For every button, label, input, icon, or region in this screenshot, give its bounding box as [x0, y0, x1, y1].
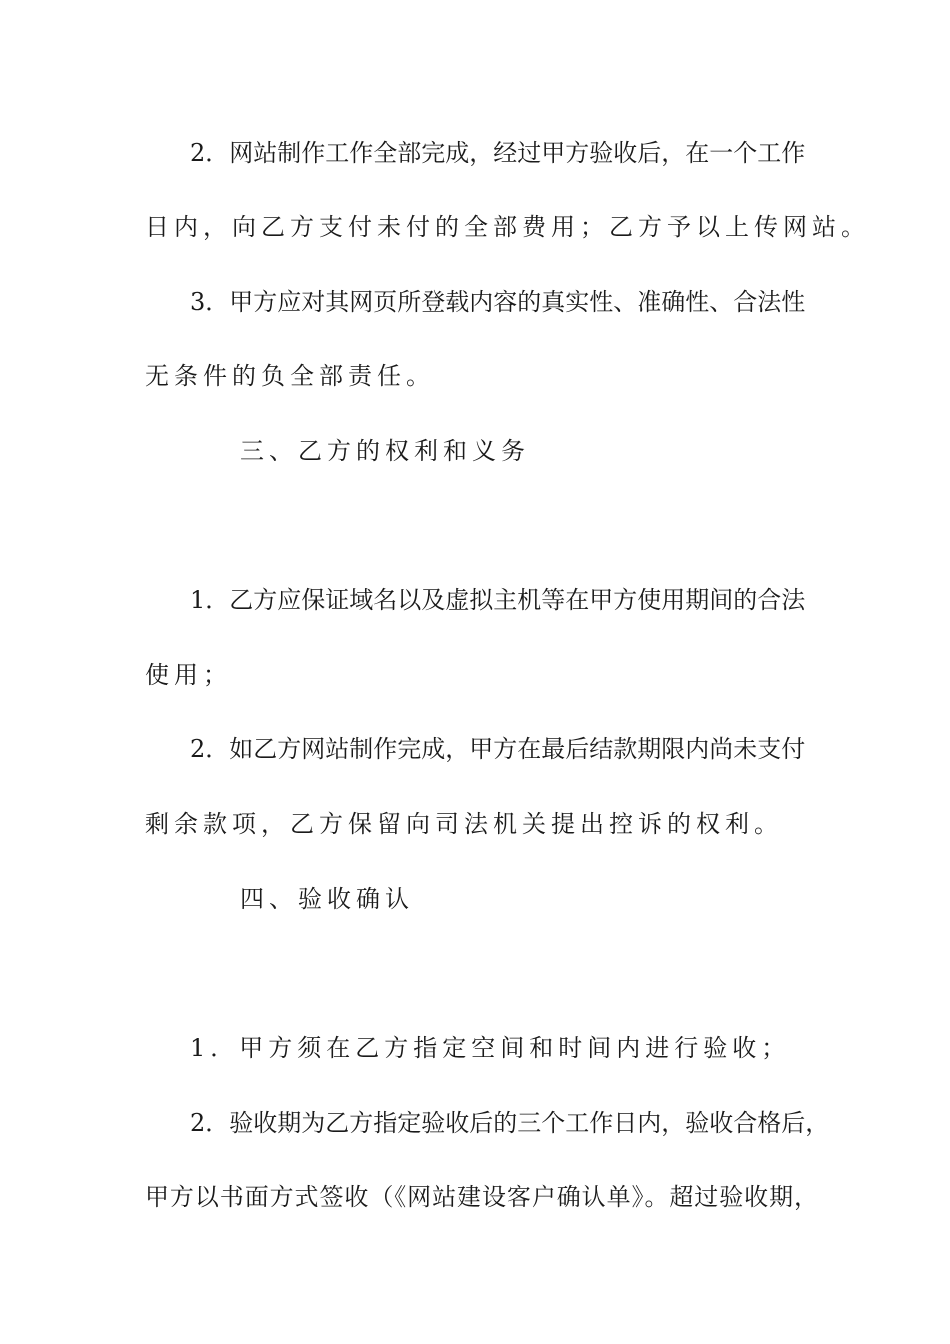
paragraph-line: 2．验收期为乙方指定验收后的三个工作日内，验收合格后， [190, 1109, 830, 1137]
paragraph-line: 2．网站制作工作全部完成，经过甲方验收后，在一个工作 [190, 139, 806, 167]
paragraph-line: 剩余款项，乙方保留向司法机关提出控诉的权利。 [145, 810, 783, 838]
section-heading: 三、乙方的权利和义务 [240, 437, 530, 465]
paragraph-line: 甲方以书面方式签收（《网站建设客户确认单》。超过验收期， [145, 1183, 818, 1211]
paragraph-line: 1．甲方须在乙方指定空间和时间内进行验收； [190, 1034, 791, 1062]
paragraph-line: 1．乙方应保证域名以及虚拟主机等在甲方使用期间的合法 [190, 586, 806, 614]
paragraph-line: 2．如乙方网站制作完成，甲方在最后结款期限内尚未支付 [190, 735, 806, 763]
paragraph-line: 无条件的负全部责任。 [145, 362, 435, 390]
section-heading: 四、验收确认 [240, 885, 414, 913]
paragraph-line: 3．甲方应对其网页所登载内容的真实性、准确性、合法性 [190, 288, 806, 316]
paragraph-line: 使用； [145, 661, 232, 689]
paragraph-line: 日内，向乙方支付未付的全部费用；乙方予以上传网站。 [145, 213, 870, 241]
